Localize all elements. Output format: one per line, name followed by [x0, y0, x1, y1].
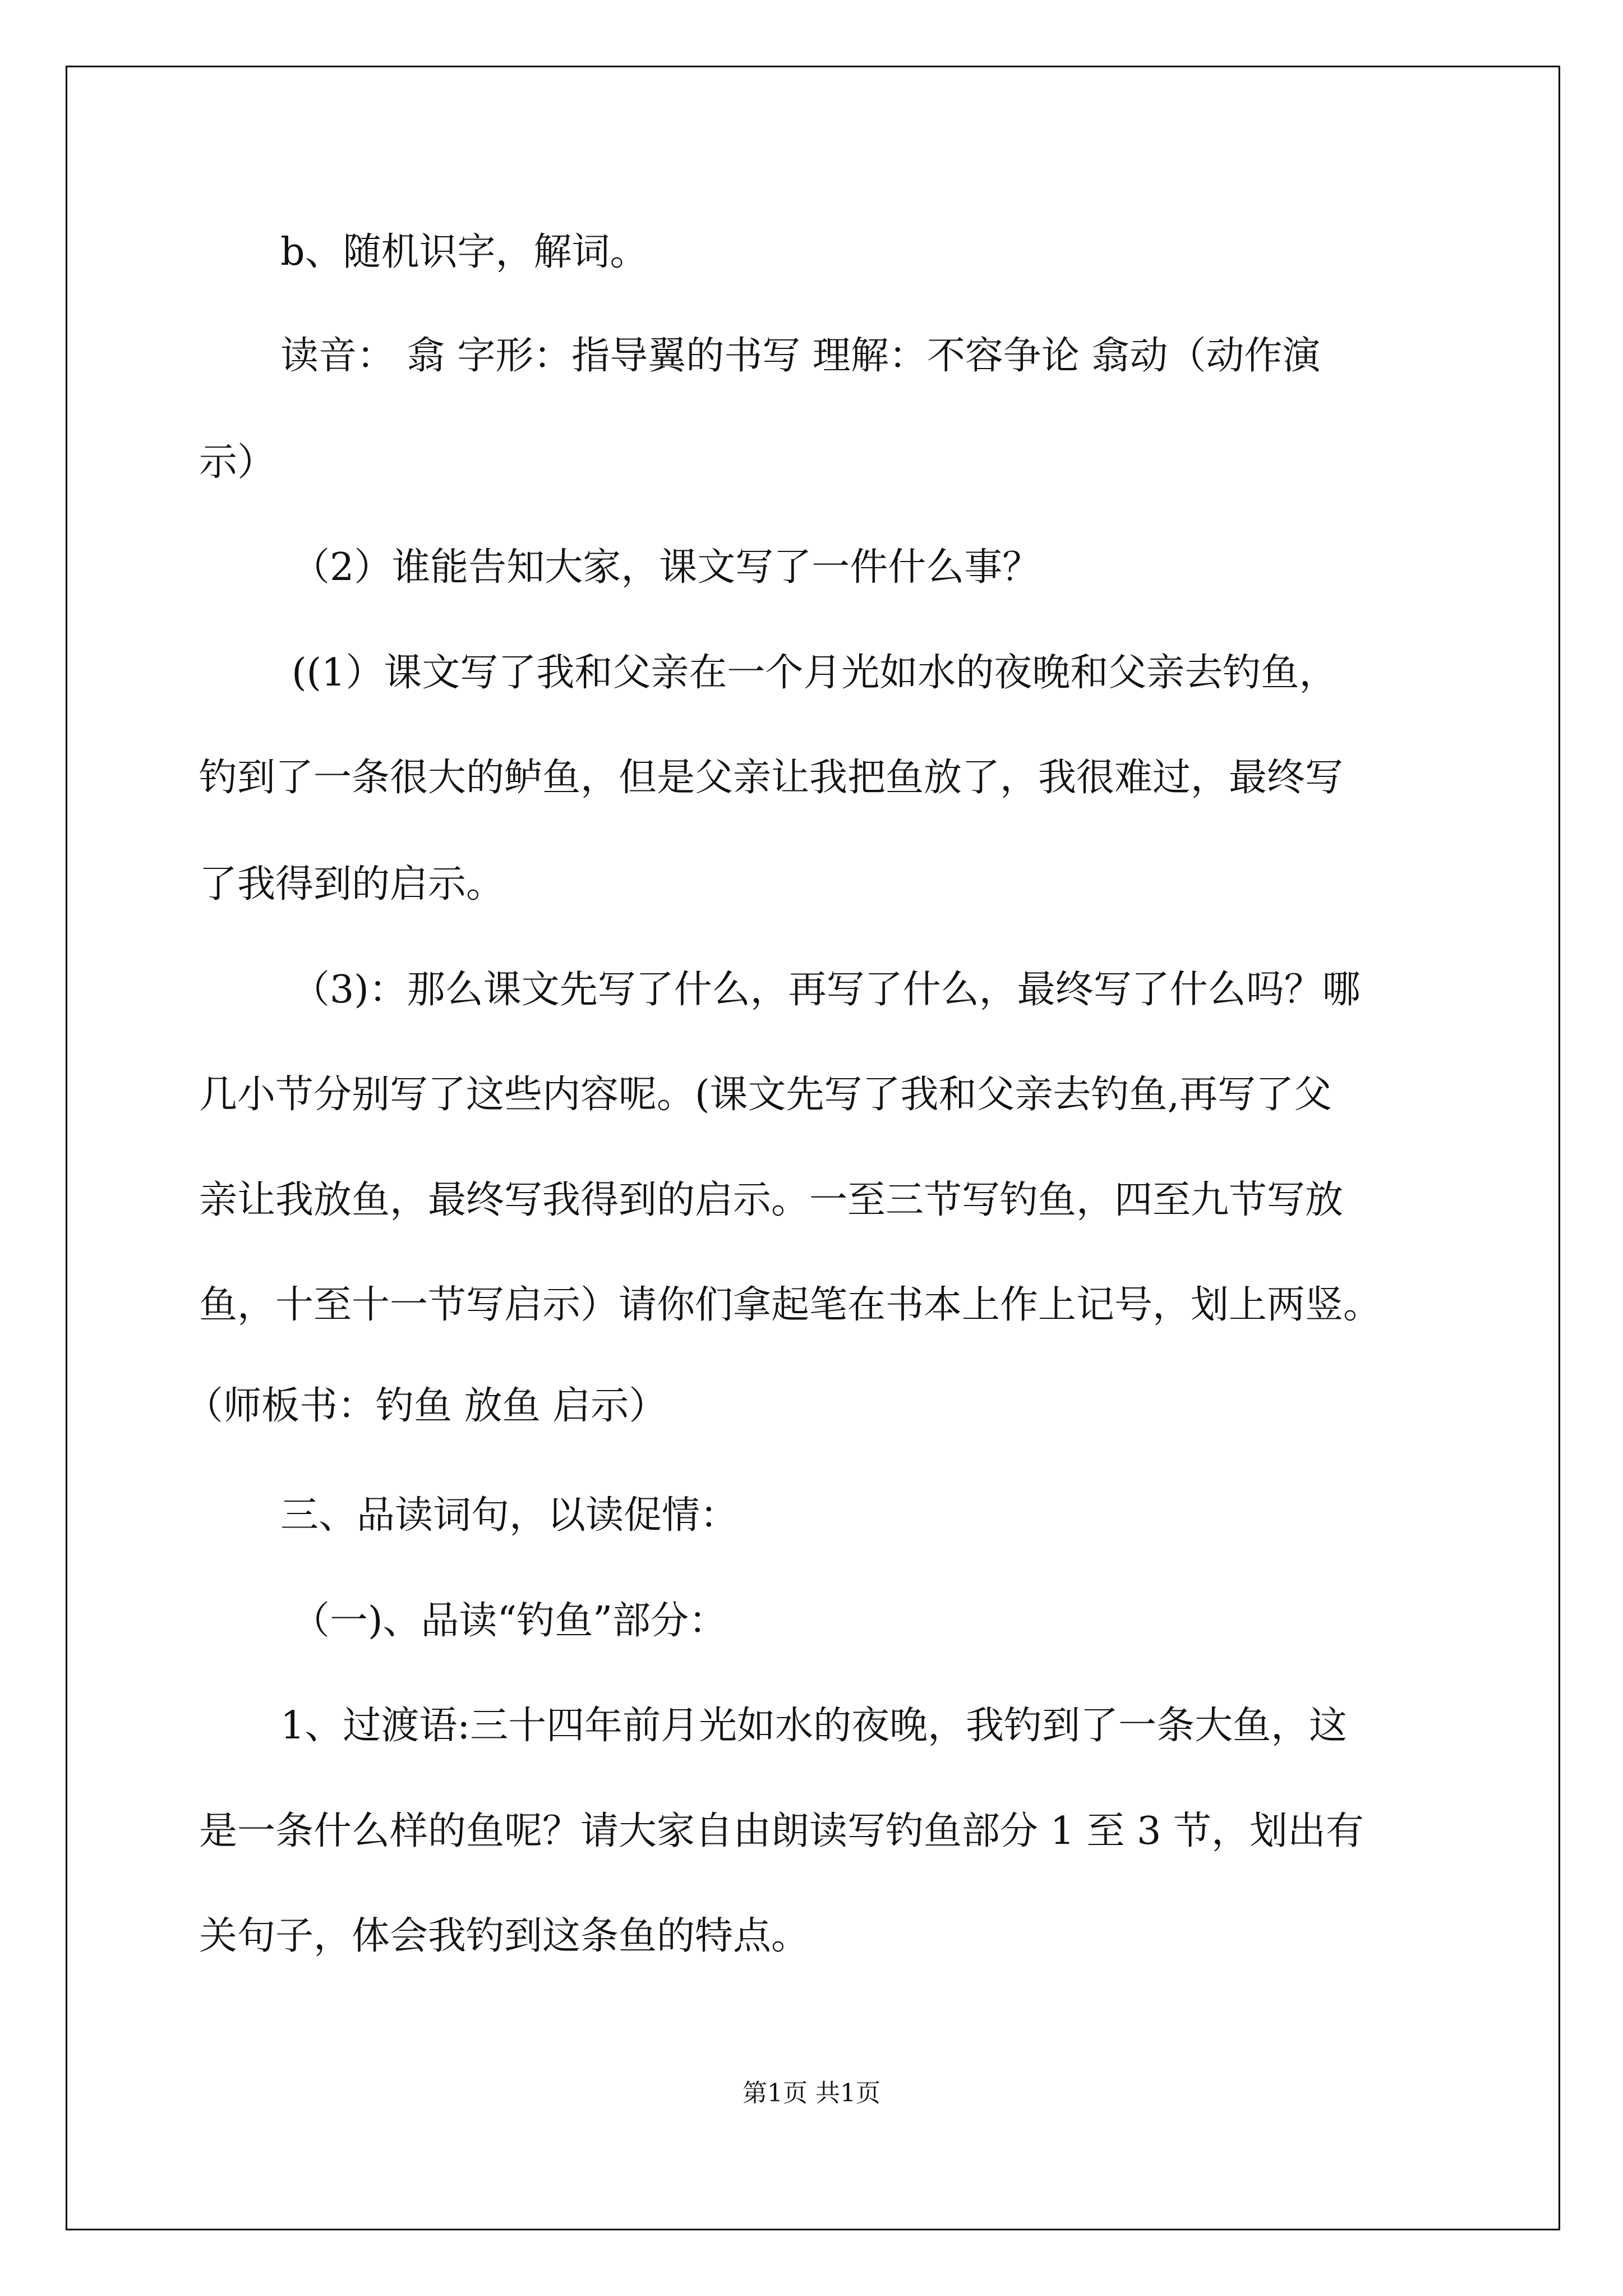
text-line-6: 钓到了一条很大的鲈鱼，但是父亲让我把鱼放了，我很难过，最终写	[199, 756, 1344, 800]
text-line-10: 亲让我放鱼，最终写我得到的启示。一至三节写钓鱼，四至九节写放	[199, 1178, 1344, 1222]
text-line-17: 关句子，体会我钓到这条鱼的特点。	[199, 1914, 810, 1958]
text-line-5: ((1）课文写了我和父亲在一个月光如水的夜晚和父亲去钓鱼，	[292, 651, 1338, 695]
text-line-8: （3)：那么课文先写了什么，再写了什么，最终写了什么吗？哪	[292, 968, 1361, 1012]
text-line-12: （师板书：钓鱼 放鱼 启示）	[185, 1384, 667, 1428]
page-border	[66, 66, 1560, 2230]
text-line-9: 几小节分别写了这些内容呢。(课文先写了我和父亲去钓鱼,再写了父	[199, 1073, 1332, 1117]
text-line-4: （2）谁能告知大家，课文写了一件什么事？	[292, 545, 1041, 590]
text-line-2: 读音： 翕 字形：指导翼的书写 理解：不容争论 翕动（动作演	[280, 334, 1321, 378]
text-line-11: 鱼，十至十一节写启示）请你们拿起笔在书本上作上记号，划上两竖。	[199, 1283, 1382, 1327]
page-footer: 第1页 共1页	[743, 2079, 880, 2108]
text-line-15: 1、过渡语:三十四年前月光如水的夜晚，我钓到了一条大鱼，这	[280, 1704, 1348, 1748]
text-line-7: 了我得到的启示。	[199, 862, 505, 907]
text-line-13: 三、品读词句，以读促情：	[280, 1493, 739, 1538]
text-line-16: 是一条什么样的鱼呢？请大家自由朗读写钓鱼部分 1 至 3 节，划出有	[199, 1809, 1364, 1853]
text-line-3: 示）	[199, 440, 276, 485]
text-line-1: b、随机识字，解词。	[280, 230, 648, 274]
text-line-14: （一)、品读“钓鱼”部分：	[292, 1599, 727, 1643]
